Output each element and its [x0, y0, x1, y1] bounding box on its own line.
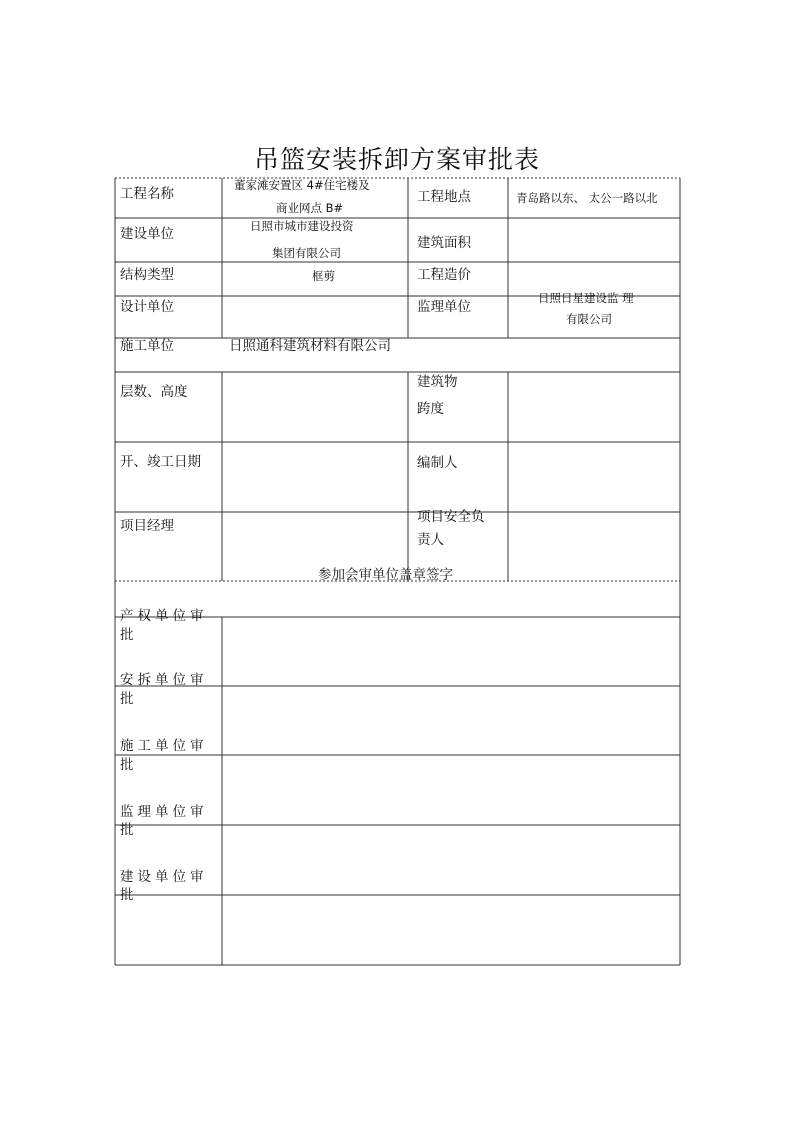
floors-height-label: 层数、高度	[120, 384, 188, 400]
project-location-value: 青岛路以东、 太公一路以北	[516, 191, 658, 205]
approval-label-builder: 建设单位审	[120, 869, 208, 885]
contractor-value: 日照通科建筑材料有限公司	[229, 338, 391, 354]
span-label-line2: 跨度	[417, 401, 444, 417]
structure-type-value: 框剪	[312, 269, 335, 283]
approval-label-contractor: 施工单位审	[120, 738, 208, 754]
dates-label: 开、竣工日期	[120, 454, 201, 470]
building-area-label: 建筑面积	[417, 235, 471, 251]
project-cost-label: 工程造价	[417, 267, 471, 283]
supervisor-value-line2: 有限公司	[566, 312, 612, 326]
project-manager-label: 项目经理	[120, 518, 174, 534]
builder-value-line2: 集团有限公司	[272, 246, 341, 260]
structure-type-label: 结构类型	[120, 267, 174, 283]
approval-label-contractor-line2: 批	[120, 757, 134, 773]
safety-officer-label: 项目安全负	[417, 509, 485, 525]
approval-label-supervisor-line2: 批	[120, 822, 134, 838]
approval-label-property-line2: 批	[120, 627, 134, 643]
designer-label: 设计单位	[120, 299, 174, 315]
safety-officer-label-line2: 责人	[417, 532, 444, 548]
approval-label-property: 产权单位审	[120, 608, 208, 624]
approval-label-supervisor: 监理单位审	[120, 804, 208, 820]
review-header: 参加会审单位盖章签字	[318, 567, 453, 583]
approval-label-installer-line2: 批	[120, 691, 134, 707]
builder-label: 建设单位	[120, 226, 174, 242]
project-location-label: 工程地点	[417, 189, 471, 205]
project-name-value: 董家滩安置区 4#住宅楼及	[234, 178, 370, 192]
compiler-label: 编制人	[417, 455, 458, 471]
supervisor-value: 日照日星建设监 理	[538, 291, 634, 305]
approval-label-builder-line2: 批	[120, 887, 134, 903]
contractor-label: 施工单位	[120, 338, 174, 354]
project-name-label: 工程名称	[120, 186, 174, 202]
approval-label-installer: 安拆单位审	[120, 672, 208, 688]
supervisor-label: 监理单位	[417, 299, 471, 315]
builder-value: 日照市城市建设投资	[250, 219, 354, 233]
span-label: 建筑物	[417, 374, 458, 390]
page-title: 吊篮安装拆卸方案审批表	[253, 145, 540, 174]
project-name-value-line2: 商业网点 B#	[276, 201, 344, 215]
